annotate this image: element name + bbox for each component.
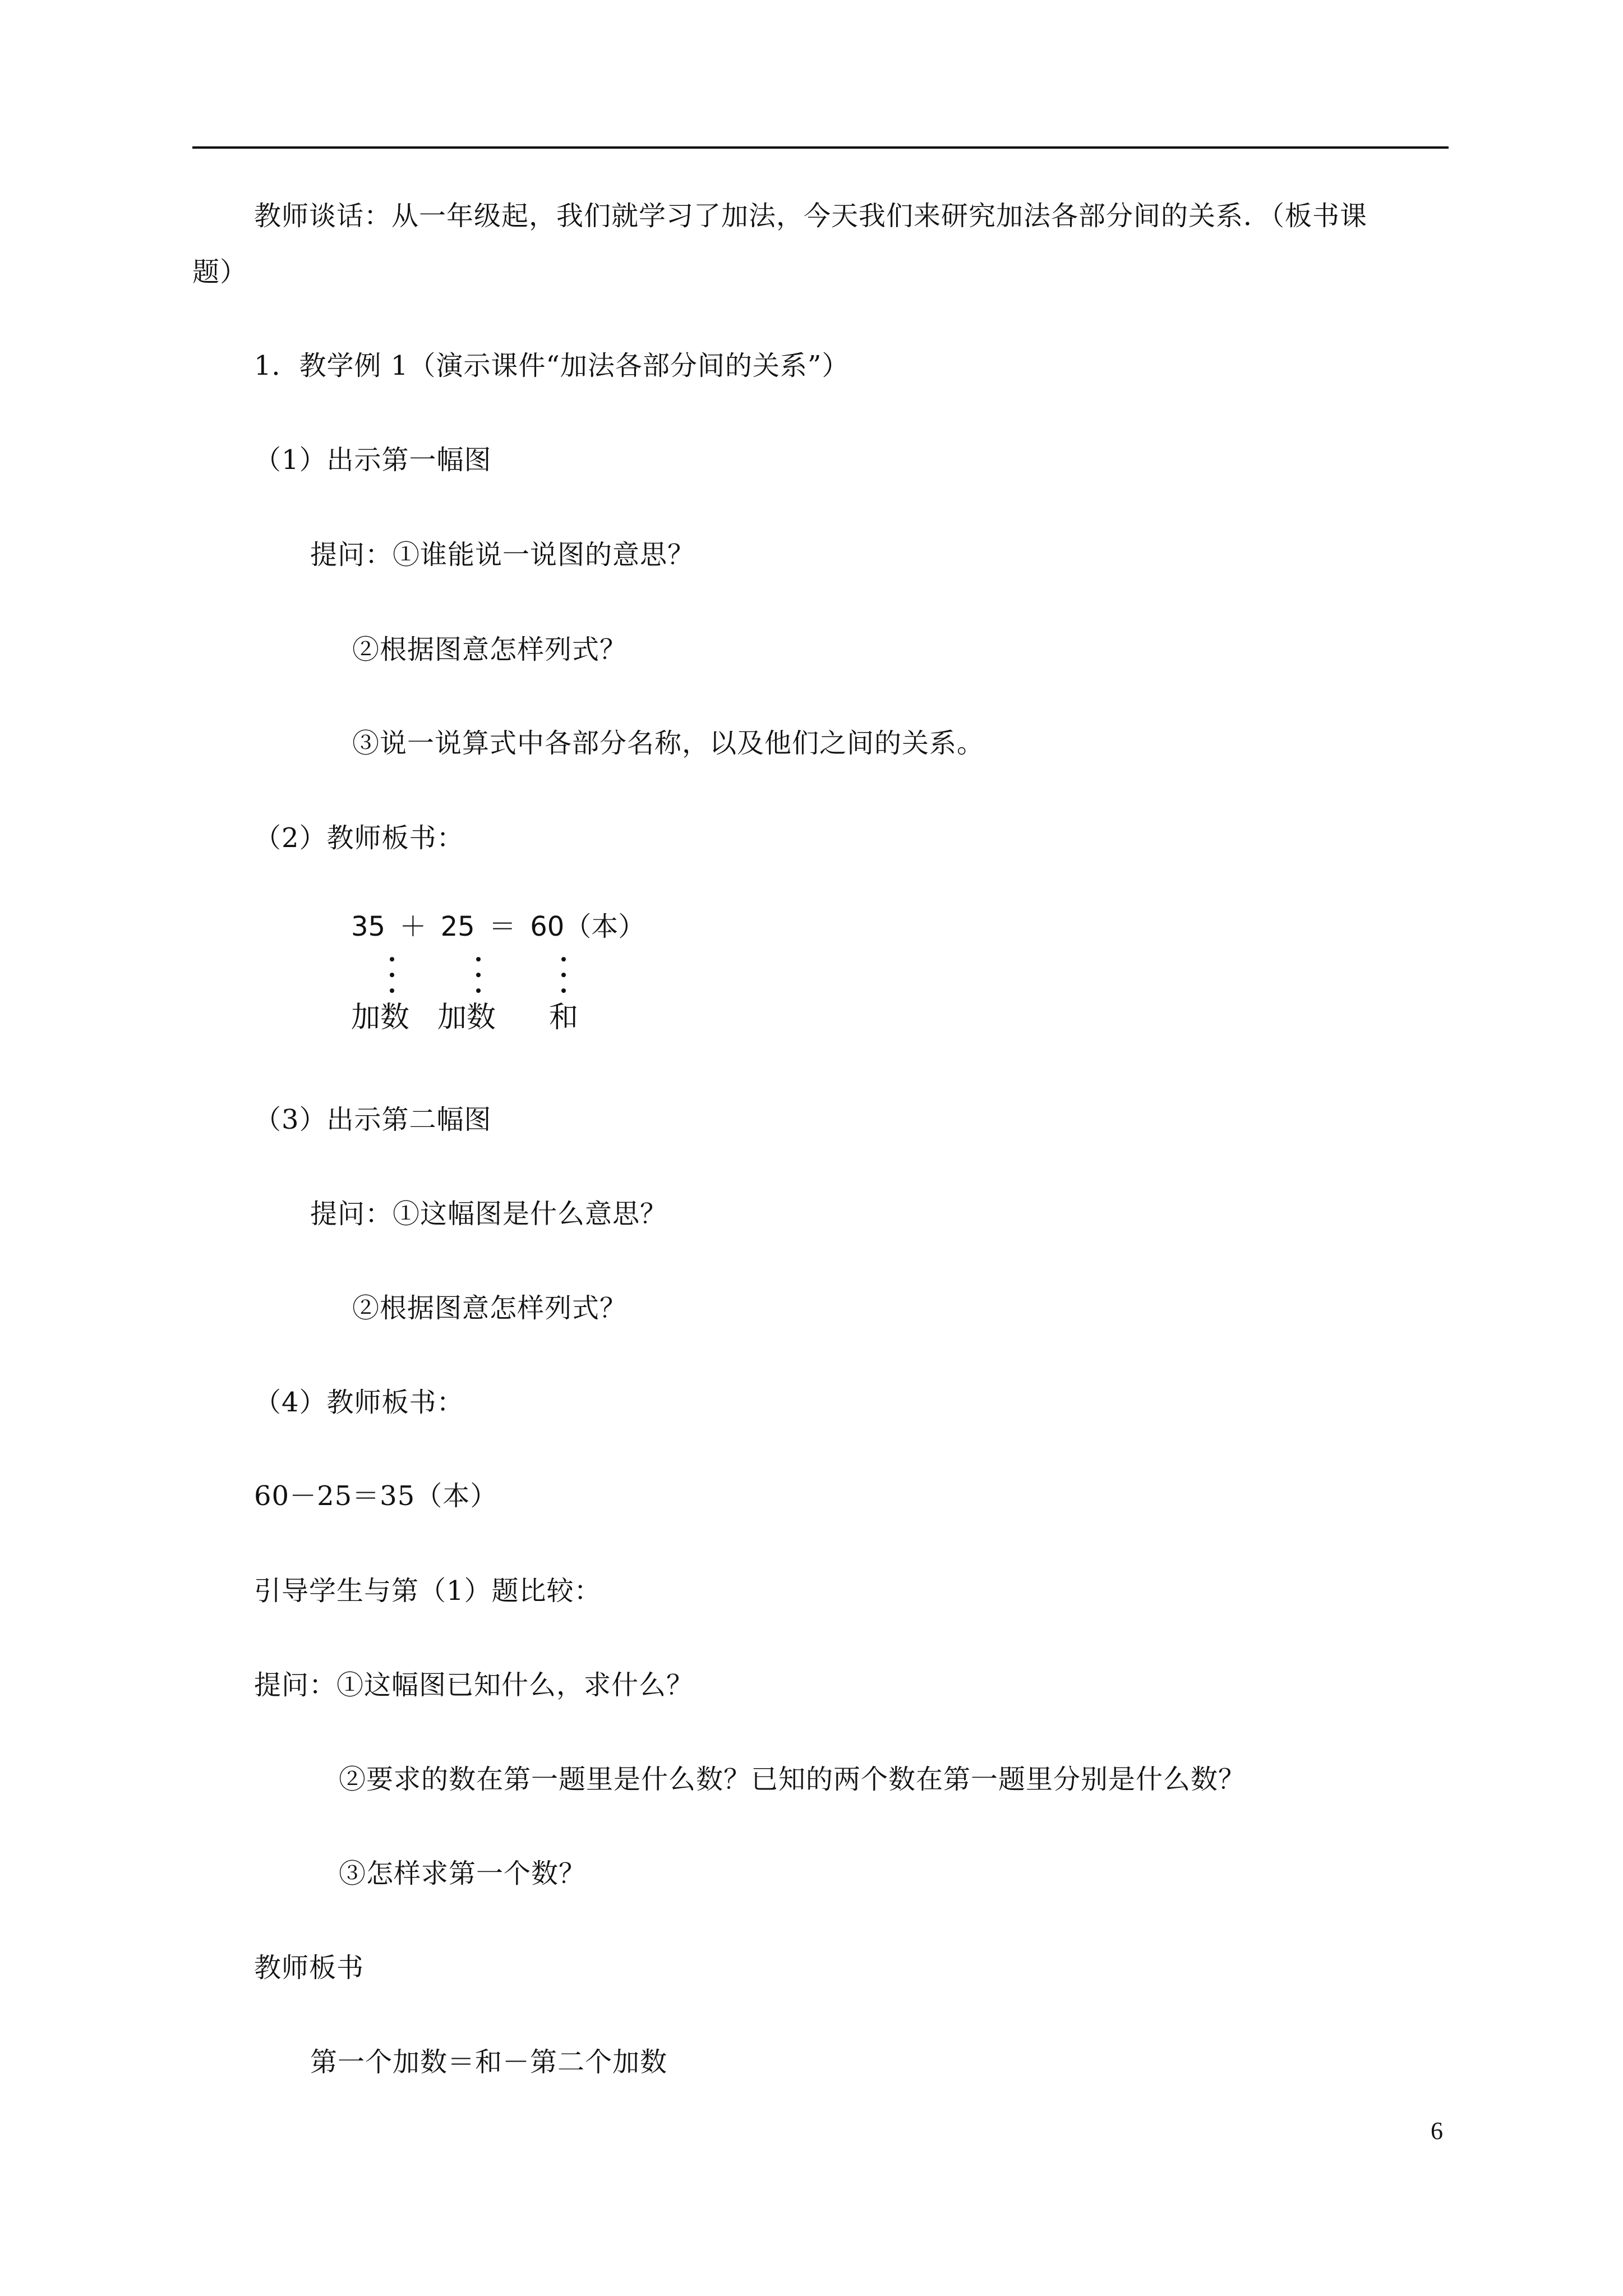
- step-3-question-1: 提问：①这幅图是什么意思？: [310, 1198, 668, 1230]
- comparison-question-3: ③怎样求第一个数？: [339, 1858, 587, 1889]
- dotted-connector: [561, 957, 566, 993]
- board-equation: 35 ＋ 25 ＝ 60（本）: [351, 911, 645, 942]
- page-number: 6: [1431, 2117, 1443, 2145]
- subtraction-equation: 60－25＝35（本）: [254, 1480, 498, 1512]
- step-2-heading: （2）教师板书：: [254, 822, 464, 854]
- dotted-connector: [389, 957, 395, 993]
- board-writing-heading: 教师板书: [254, 1952, 365, 1984]
- intro-paragraph-line-2: 题）: [192, 256, 248, 288]
- header-rule: [192, 146, 1449, 149]
- step-1-question-3: ③说一说算式中各部分名称，以及他们之间的关系。: [352, 728, 985, 759]
- sum-label: 和: [549, 1001, 579, 1034]
- comparison-question-1: 提问：①这幅图已知什么，求什么？: [254, 1669, 694, 1701]
- step-1-question-1: 提问：①谁能说一说图的意思？: [310, 539, 695, 570]
- comparison-instruction: 引导学生与第（1）题比较：: [254, 1575, 602, 1607]
- step-1-heading: （1）出示第一幅图: [254, 444, 492, 476]
- addend-formula: 第一个加数＝和－第二个加数: [310, 2046, 668, 2078]
- dotted-connector: [476, 957, 481, 993]
- board-figure: [351, 913, 665, 1042]
- step-3-question-2: ②根据图意怎样列式？: [352, 1292, 628, 1324]
- step-1-question-2: ②根据图意怎样列式？: [352, 634, 628, 665]
- example-heading: 1．教学例 1（演示课件“加法各部分间的关系”）: [254, 350, 850, 381]
- addend-label: 加数: [437, 1001, 496, 1034]
- comparison-question-2: ②要求的数在第一题里是什么数？已知的两个数在第一题里分别是什么数？: [339, 1764, 1246, 1795]
- addend-label: 加数: [351, 1001, 410, 1034]
- step-3-heading: （3）出示第二幅图: [254, 1104, 492, 1135]
- intro-paragraph-line-1: 教师谈话：从一年级起，我们就学习了加法，今天我们来研究加法各部分间的关系．（板书课: [254, 200, 1368, 232]
- step-4-heading: （4）教师板书：: [254, 1387, 464, 1418]
